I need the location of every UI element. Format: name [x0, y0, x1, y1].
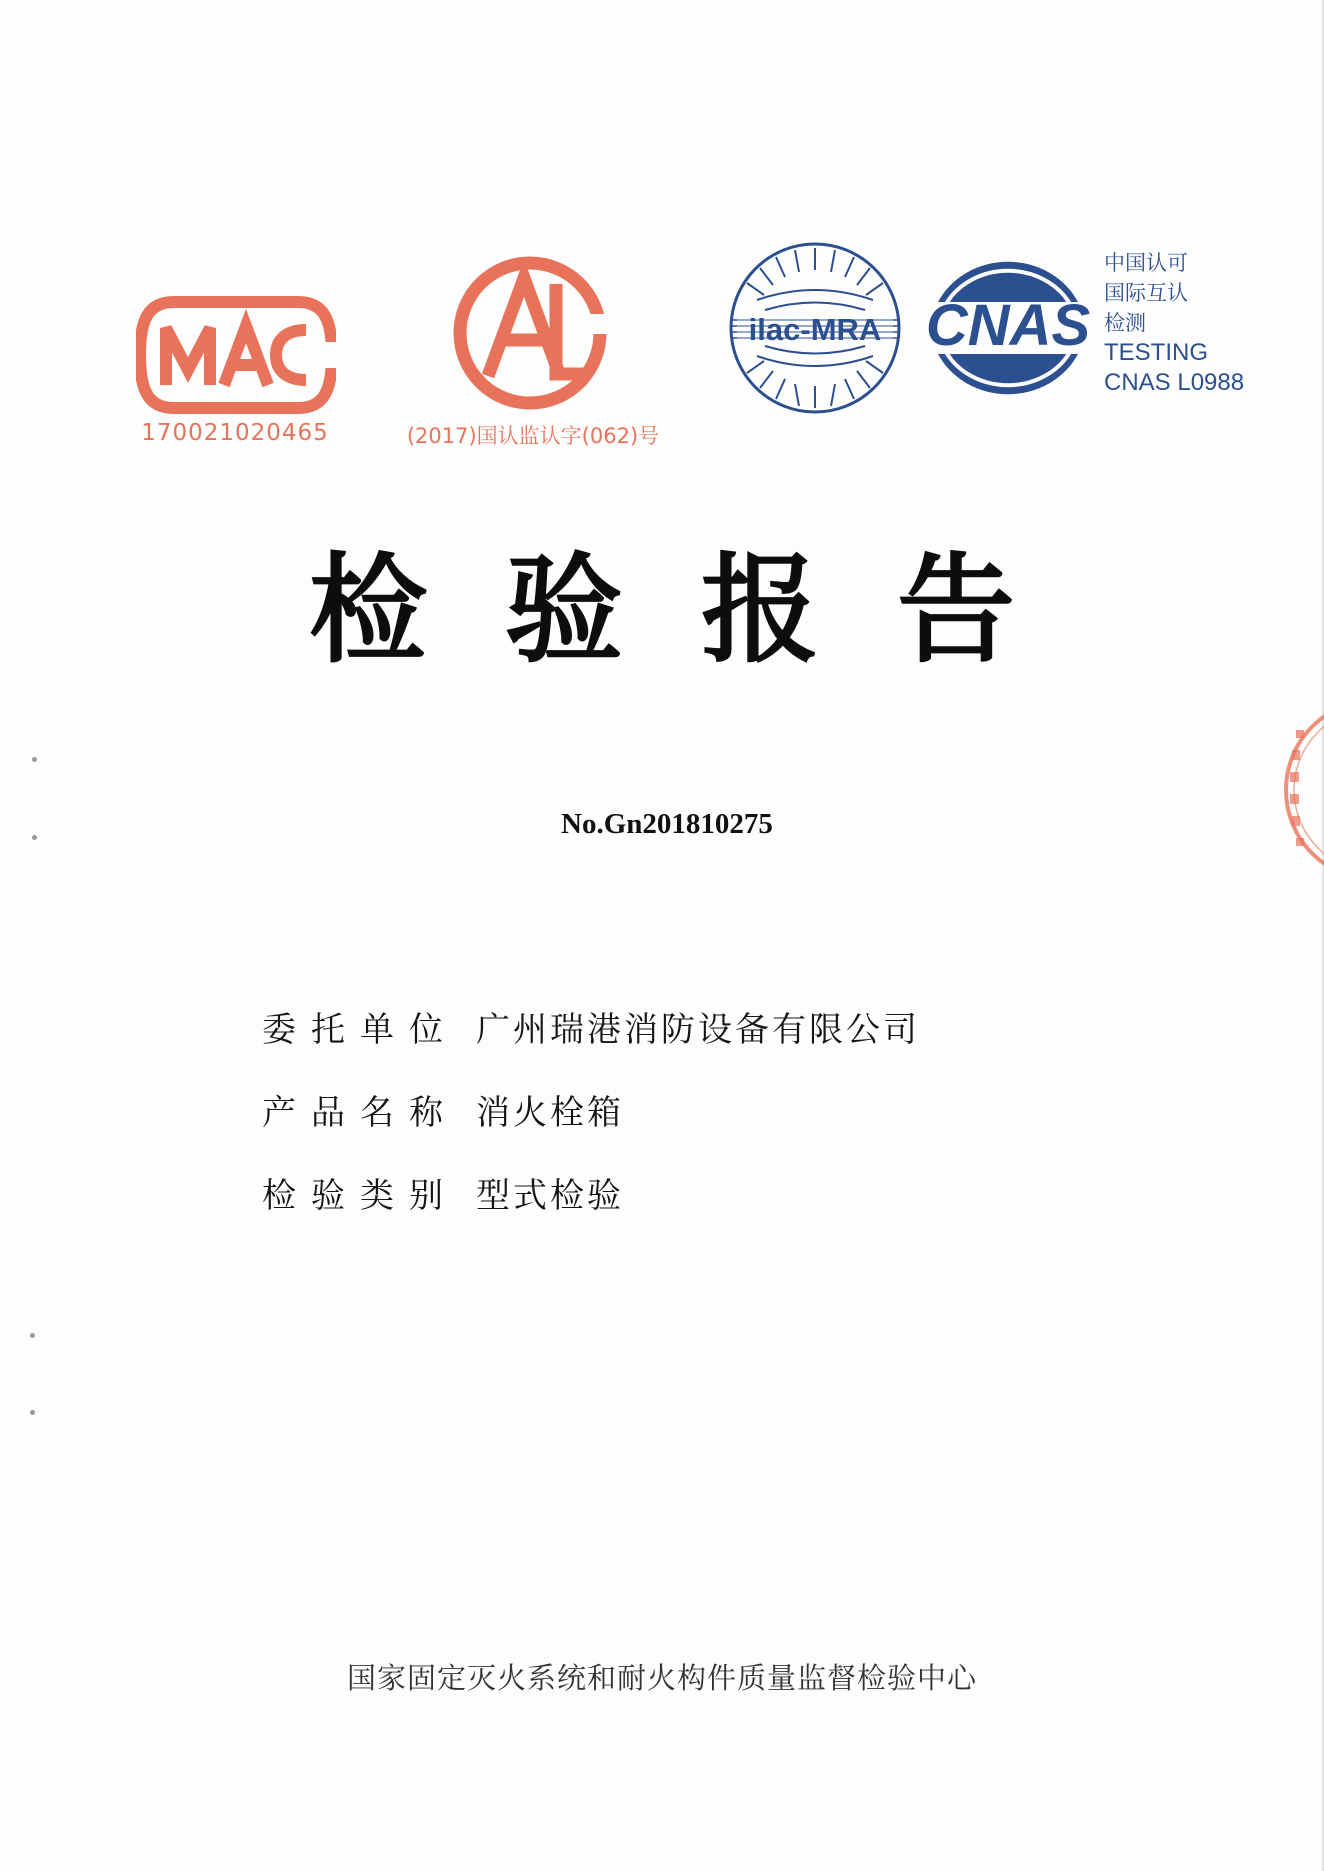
field-label: 委托单位 [262, 1010, 458, 1050]
report-fields [262, 985, 920, 1234]
field-label: 检验类别 [262, 1176, 458, 1216]
field-value: 型式检验 [476, 1176, 624, 1216]
field-value: 消火栓箱 [476, 1093, 624, 1133]
scan-mark [30, 1333, 35, 1338]
ilac-mra-logo-icon [727, 240, 903, 416]
cnas-line-2: 国际互认 [1104, 281, 1188, 305]
field-label: 产品名称 [262, 1093, 458, 1133]
field-row-inspection-type [262, 1151, 920, 1234]
seal-stamp-icon [1276, 690, 1324, 890]
report-number: No.Gn201810275 [561, 808, 773, 840]
cal-certificate-number: (2017)国认监认字(062)号 [406, 424, 660, 448]
cnas-accreditation-text [1104, 248, 1254, 398]
scan-mark [32, 757, 37, 762]
ilac-mra-wordmark: ilac-MRA [748, 312, 882, 347]
cal-logo-icon [440, 254, 620, 412]
cnas-wordmark: CNAS [925, 293, 1091, 358]
scan-mark [32, 835, 37, 840]
cma-logo-icon [136, 290, 336, 420]
issuing-organization: 国家固定灭火系统和耐火构件质量监督检验中心 [346, 1661, 977, 1695]
field-row-client [262, 985, 920, 1068]
scan-mark [30, 1410, 35, 1415]
field-value: 广州瑞港消防设备有限公司 [476, 1010, 920, 1050]
cma-certificate-number: 170021020465 [141, 420, 329, 446]
cnas-line-5: CNAS L0988 [1104, 369, 1245, 396]
cnas-line-3: 检测 [1104, 311, 1146, 335]
report-title: 检验报告 [308, 541, 1093, 679]
cnas-line-1: 中国认可 [1104, 251, 1188, 275]
cnas-logo-icon [908, 254, 1108, 402]
cnas-line-4: TESTING [1104, 339, 1209, 366]
field-row-product [262, 1068, 920, 1151]
